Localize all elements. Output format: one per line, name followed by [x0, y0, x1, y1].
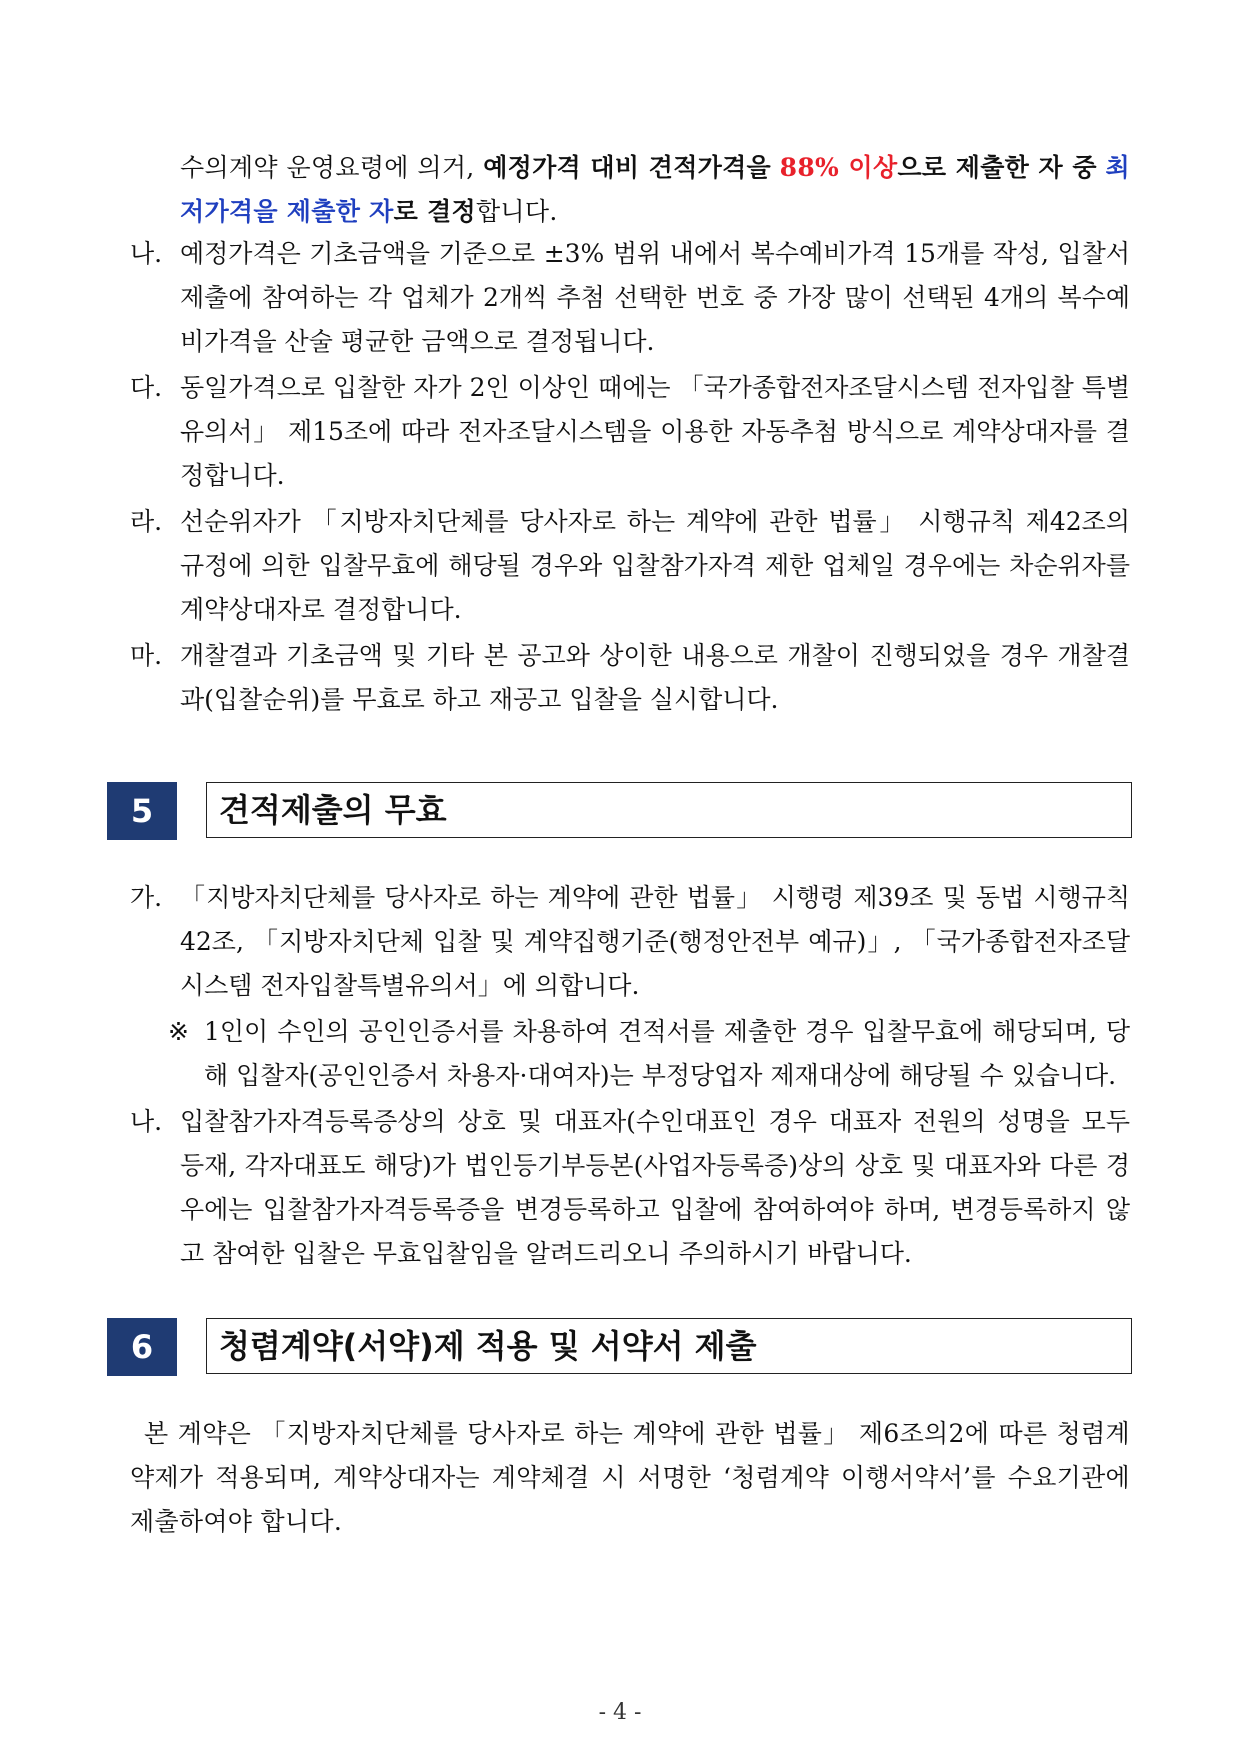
- list-item-label: 가.: [130, 883, 163, 912]
- list-item-text: 동일가격으로 입찰한 자가 2인 이상인 때에는 「국가종합전자조달시스템 전자입찰 특별유의서」 제15조에 따라 전자조달시스템을 이용한 자동추첨 방식으로 계약상대자를 결정합니다.: [180, 373, 1130, 490]
- intro-text-7: 로 결정: [393, 197, 476, 226]
- intro-text-4: 88% 이상: [779, 153, 898, 182]
- list-item-label: 다.: [130, 373, 163, 402]
- section-6-paragraph: 본 계약은 「지방자치단체를 당사자로 하는 계약에 관한 법률」 제6조의2에 따른 청렴계약제가 적용되며, 계약상대자는 계약체결 시 서명한 ‘청렴계약 이행서약서’를 수요기관에 제출하여야 합니다.: [130, 1419, 1130, 1536]
- section-5-title: 견적제출의 무효: [206, 782, 1132, 838]
- intro-text-1: 수의계약 운영요령에 의거,: [180, 153, 475, 182]
- section-6-title: 청렴계약(서약)제 적용 및 서약서 제출: [206, 1318, 1132, 1374]
- intro-text-3: 을: [746, 153, 771, 182]
- intro-text-5: 으로 제출한 자 중: [897, 153, 1097, 182]
- intro-paragraph: [180, 146, 1130, 234]
- intro-text-2: 예정가격 대비 견적가격: [483, 153, 747, 182]
- list-item-text: 「지방자치단체를 당사자로 하는 계약에 관한 법률」 시행령 제39조 및 동법 시행규칙 42조, 「지방자치단체 입찰 및 계약집행기준(행정안전부 예규)」, 「국가종합전자조달시스템 전자입찰특별유의서」에 의합니다.: [180, 883, 1130, 1000]
- list-item-text: 선순위자가 「지방자치단체를 당사자로 하는 계약에 관한 법률」 시행규칙 제42조의 규정에 의한 입찰무효에 해당될 경우와 입찰참가자격 제한 업체일 경우에는 차순위자를 계약상대자로 결정합니다.: [180, 507, 1130, 624]
- list-item-text: 개찰결과 기초금액 및 기타 본 공고와 상이한 내용으로 개찰이 진행되었을 경우 개찰결과(입찰순위)를 무효로 하고 재공고 입찰을 실시합니다.: [180, 641, 1130, 714]
- note-marker: ※: [168, 1017, 189, 1046]
- section-6-number: 6: [107, 1318, 177, 1376]
- list-item-text: 예정가격은 기초금액을 기준으로 ±3% 범위 내에서 복수예비가격 15개를 작성, 입찰서 제출에 참여하는 각 업체가 2개씩 추첨 선택한 번호 중 가장 많이 선택된 4개의 복수예비가격을 산술 평균한 금액으로 결정됩니다.: [180, 239, 1130, 356]
- list-item-label: 마.: [130, 641, 163, 670]
- section-5-number: 5: [107, 782, 177, 840]
- page-number: - 4 -: [598, 1700, 642, 1725]
- list-item-label: 나.: [130, 1107, 163, 1136]
- intro-text-6: 최저가격을 제출한 자: [180, 153, 1130, 226]
- list-item-text: 입찰참가자격등록증상의 상호 및 대표자(수인대표인 경우 대표자 전원의 성명을 모두 등재, 각자대표도 해당)가 법인등기부등본(사업자등록증)상의 상호 및 대표자와 다른 경우에는 입찰참가자격등록증을 변경등록하고 입찰에 참여하여야 하며, 변경등록하지 않고 참여한 입찰은 무효입찰임을 알려드리오니 주의하시기 바랍니다.: [180, 1107, 1130, 1268]
- list-item-label: 라.: [130, 507, 163, 536]
- note-text: 1인이 수인의 공인인증서를 차용하여 견적서를 제출한 경우 입찰무효에 해당되며, 당해 입찰자(공인인증서 차용자·대여자)는 부정당업자 제재대상에 해당될 수 있습니다.: [204, 1017, 1130, 1090]
- list-item-label: 나.: [130, 239, 163, 268]
- intro-text-8: 합니다.: [475, 197, 558, 226]
